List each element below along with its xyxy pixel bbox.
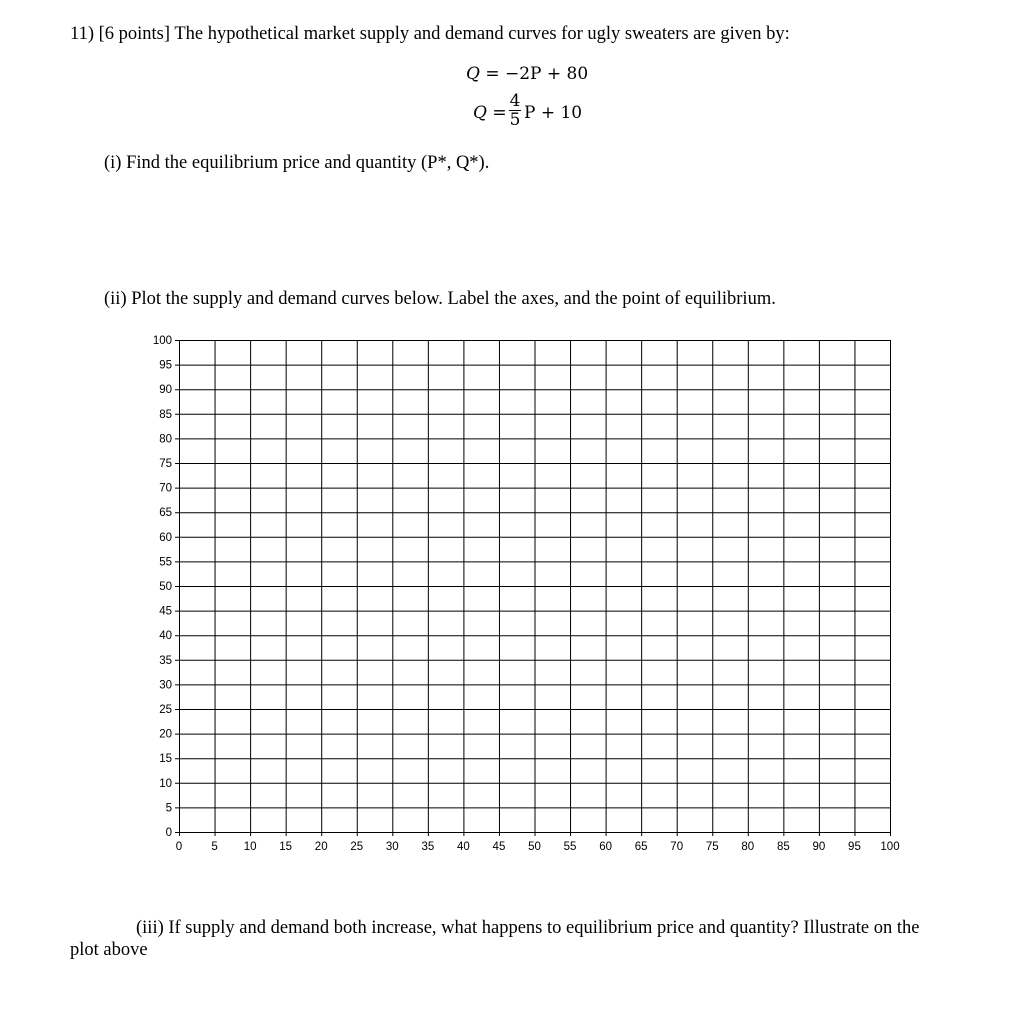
y-tick-label: 90 — [159, 384, 172, 397]
part-i-question: (i) Find the equilibrium price and quantity (P*, Q*). — [104, 153, 490, 173]
x-tick-label: 40 — [457, 841, 470, 853]
y-tick-label: 45 — [159, 605, 172, 618]
eq1-rhs: −2P + 80 — [505, 64, 589, 84]
x-tick-label: 85 — [776, 841, 790, 853]
y-tick-label: 5 — [165, 802, 172, 815]
eq2-lhs: Q — [473, 103, 487, 123]
y-tick-label: 65 — [159, 507, 172, 520]
y-tick-label: 20 — [159, 728, 172, 741]
y-tick-label: 0 — [165, 827, 172, 839]
y-tick-label: 80 — [159, 433, 172, 446]
y-tick-label: 100 — [152, 335, 172, 347]
fraction-denominator: 5 — [509, 110, 521, 130]
x-tick-label: 5 — [211, 841, 218, 853]
y-tick-label: 55 — [159, 556, 172, 569]
x-tick-label: 55 — [563, 841, 577, 853]
x-tick-label: 20 — [314, 841, 328, 853]
x-tick-label: 70 — [670, 841, 684, 853]
x-tick-label: 15 — [279, 841, 293, 853]
y-tick-label: 60 — [159, 531, 172, 544]
question-title: 11) [6 points] The hypothetical market supply and demand curves for ugly sweaters are given by: — [70, 24, 790, 44]
fraction-numerator: 4 — [509, 91, 521, 111]
y-tick-label: 85 — [159, 408, 172, 421]
y-tick-label: 50 — [159, 581, 172, 593]
x-tick-label: 30 — [385, 841, 399, 853]
y-tick-label: 70 — [159, 482, 172, 495]
y-tick-label: 15 — [159, 753, 172, 766]
y-tick-label: 35 — [159, 654, 172, 667]
y-tick-label: 95 — [159, 359, 172, 372]
eq1-lhs: Q — [466, 64, 480, 84]
eq2-rest: P + 10 — [524, 103, 583, 123]
x-tick-label: 35 — [421, 841, 435, 853]
x-tick-label: 75 — [705, 841, 719, 853]
x-tick-label: 25 — [350, 841, 364, 853]
y-tick-label: 75 — [159, 458, 172, 470]
part-ii-question: (ii) Plot the supply and demand curves below. Label the axes, and the point of equilibrium. — [104, 289, 776, 309]
x-tick-label: 65 — [634, 841, 648, 853]
part-iii-question-line2: plot above — [70, 940, 148, 960]
y-tick-label: 25 — [159, 704, 172, 716]
x-tick-label: 0 — [175, 841, 183, 853]
x-tick-label: 10 — [243, 841, 257, 853]
x-tick-label: 45 — [492, 841, 506, 853]
y-tick-label: 40 — [159, 630, 172, 643]
eq2-equals: = — [492, 103, 507, 123]
eq1-equals: = — [485, 64, 500, 84]
x-tick-label: 90 — [812, 841, 826, 853]
y-tick-label: 30 — [159, 679, 172, 692]
x-tick-label: 80 — [741, 841, 755, 853]
part-iii-question-line1: (iii) If supply and demand both increase, what happens to equilibrium price and quantity? Illustrate on the — [136, 918, 920, 938]
x-tick-label: 95 — [848, 841, 861, 853]
x-tick-label: 100 — [880, 841, 900, 853]
x-tick-label: 50 — [528, 841, 541, 853]
y-tick-label: 10 — [159, 777, 172, 790]
x-tick-label: 60 — [599, 841, 612, 853]
